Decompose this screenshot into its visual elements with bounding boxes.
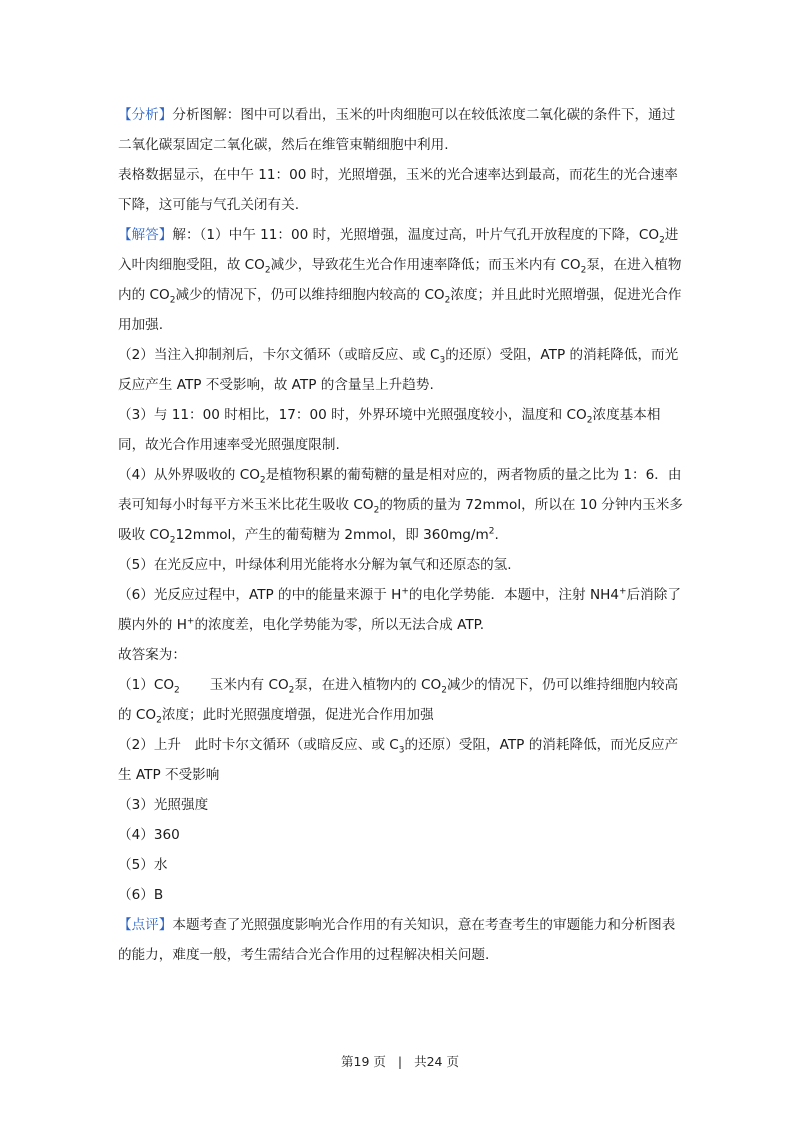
subscript: 2 bbox=[373, 505, 380, 516]
subscript: 2 bbox=[259, 475, 266, 486]
answer-paragraph-5 bbox=[118, 550, 686, 580]
answer-paragraph-6 bbox=[118, 580, 686, 640]
text: 浓度基本相同，故光合作用速率受光照强度限制. bbox=[118, 407, 661, 453]
subscript: 3 bbox=[439, 355, 446, 366]
subscript: 2 bbox=[264, 265, 271, 276]
text: 减少，导致花生光合作用速率降低；而玉米内有 CO bbox=[270, 257, 581, 273]
text: （6）B bbox=[118, 887, 164, 903]
superscript: + bbox=[619, 586, 627, 597]
text: （3）与 11：00 时相比，17：00 时，外界环境中光照强度较小，温度和 CO bbox=[118, 407, 587, 423]
final-answer-6 bbox=[118, 880, 686, 910]
subscript: 3 bbox=[398, 745, 405, 756]
analysis-tag: 【分析】 bbox=[118, 107, 173, 123]
text: 的还原）受阻，ATP 的消耗降低，而光反应产生 ATP 不受影响 bbox=[118, 737, 679, 783]
text: 泵，在进入植物内的 CO bbox=[118, 257, 682, 303]
comment-paragraph bbox=[118, 910, 686, 970]
text: 后消除了膜内外的 H bbox=[118, 587, 681, 633]
analysis-text: 分析图解：图中可以看出，玉米的叶肉细胞可以在较低浓度二氧化碳的条件下，通过二氧化碳泵固定二氧化碳，然后在维管束鞘细胞中利用. bbox=[118, 107, 676, 153]
text: （4）360 bbox=[118, 827, 180, 843]
text: （2）当注入抑制剂后，卡尔文循环（或暗反应、或 C bbox=[118, 347, 440, 363]
text: （2）上升 此时卡尔文循环（或暗反应、或 C bbox=[118, 737, 399, 753]
final-answer-2 bbox=[118, 730, 686, 790]
final-answer-3 bbox=[118, 790, 686, 820]
subscript: 2 bbox=[169, 295, 176, 306]
text: （5）水 bbox=[118, 857, 168, 873]
text: 是植物积累的葡萄糖的量是相对应的，两者物质的量之比为 1：6．由表可知每小时每平方米玉米比花生吸收 CO bbox=[118, 467, 682, 513]
text: 玉米内有 CO bbox=[209, 677, 289, 693]
subscript: 2 bbox=[580, 265, 587, 276]
answer-paragraph-3 bbox=[118, 400, 686, 460]
text: 的浓度差，电化学势能为零，所以无法合成 ATP. bbox=[194, 617, 485, 633]
comment-tag: 【点评】 bbox=[118, 917, 173, 933]
subscript: 2 bbox=[288, 685, 295, 696]
answer-paragraph-2 bbox=[118, 340, 686, 400]
text: 浓度；此时光照强度增强，促进光合作用加强 bbox=[161, 707, 434, 723]
final-answer-1 bbox=[118, 670, 686, 730]
subscript: 2 bbox=[169, 535, 176, 546]
answer-tag: 【解答】 bbox=[118, 227, 173, 243]
analysis-table-text: 表格数据显示，在中午 11：00 时，光照增强，玉米的光合速率达到最高，而花生的光合速率下降，这可能与气孔关闭有关. bbox=[118, 167, 678, 213]
superscript: + bbox=[186, 616, 195, 627]
page-footer bbox=[0, 1052, 800, 1070]
subscript: 2 bbox=[444, 295, 451, 306]
text: 减少的情况下，仍可以维持细胞内较高的 CO bbox=[118, 677, 679, 723]
analysis-paragraph bbox=[118, 100, 686, 160]
page-number: 第19 页 bbox=[341, 1054, 386, 1069]
text: 泵，在进入植物内的 CO bbox=[294, 677, 442, 693]
conclusion-heading bbox=[118, 640, 686, 670]
text: （5）在光反应中，叶绿体利用光能将水分解为氧气和还原态的氢. bbox=[118, 557, 512, 573]
page-content bbox=[118, 100, 686, 970]
superscript: 2 bbox=[488, 526, 495, 537]
subscript: 2 bbox=[174, 685, 180, 696]
subscript: 2 bbox=[156, 715, 162, 726]
text: 12mmol，产生的葡萄糖为 2mmol，即 360mg/m bbox=[175, 527, 489, 543]
footer-separator: | bbox=[397, 1054, 403, 1069]
final-answer-4 bbox=[118, 820, 686, 850]
analysis-table-paragraph bbox=[118, 160, 686, 220]
subscript: 2 bbox=[586, 415, 593, 426]
text: 的还原）受阻，ATP 的消耗降低，而光反应产生 ATP 不受影响，故 ATP 的含量呈上升趋势. bbox=[118, 347, 679, 393]
text: （6）光反应过程中，ATP 的中的能量来源于 H bbox=[118, 587, 402, 603]
answer-paragraph-4 bbox=[118, 460, 686, 550]
comment-text: 本题考查了光照强度影响光合作用的有关知识，意在考查考生的审题能力和分析图表的能力，难度一般，考生需结合光合作用的过程解决相关问题. bbox=[118, 917, 676, 963]
page-total: 共24 页 bbox=[414, 1054, 459, 1069]
subscript: 2 bbox=[659, 235, 665, 246]
text: 解：（1）中午 11：00 时，光照增强，温度过高，叶片气孔开放程度的下降，CO bbox=[172, 227, 660, 243]
superscript: + bbox=[401, 586, 409, 597]
text: 进入叶肉细胞受阻，故 CO bbox=[118, 227, 679, 273]
text: （4）从外界吸收的 CO bbox=[118, 467, 260, 483]
subscript: 2 bbox=[441, 685, 447, 696]
text: 的物质的量为 72mmol，所以在 10 分钟内玉米多吸收 CO bbox=[118, 497, 683, 543]
text: （3）光照强度 bbox=[118, 797, 209, 813]
text: （1）CO bbox=[118, 677, 175, 693]
final-answer-5 bbox=[118, 850, 686, 880]
text: 减少的情况下，仍可以维持细胞内较高的 CO bbox=[175, 287, 445, 303]
text: 浓度；并且此时光照增强，促进光合作用加强. bbox=[118, 287, 682, 333]
text: . bbox=[494, 527, 499, 543]
text: 的电化学势能．本题中，注射 NH4 bbox=[408, 587, 619, 603]
answer-paragraph-1 bbox=[118, 220, 686, 340]
text: 故答案为： bbox=[118, 647, 186, 663]
